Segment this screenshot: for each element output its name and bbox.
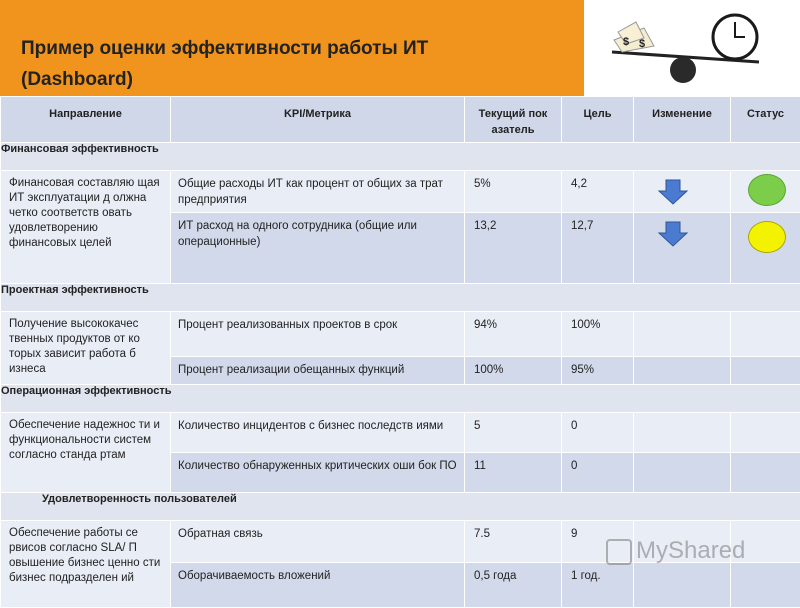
status-cell: [731, 312, 800, 357]
direction-text: Финансовая составляю щая ИТ эксплуатации д олжна четко соответств овать удовлетворению финансовых целей: [1, 171, 170, 251]
current-value: 100%: [465, 357, 561, 378]
section-row: [1, 284, 800, 312]
table-row: [1, 413, 800, 453]
current-cell: [465, 213, 562, 284]
column-header-direction: Направление: [1, 97, 171, 143]
current-value: 5%: [465, 171, 561, 192]
watermark-logo: [606, 537, 745, 565]
current-cell: [465, 453, 562, 493]
kpi-text: Количество обнаруженных критических оши бок ПО: [171, 453, 464, 474]
kpi-cell: [171, 453, 465, 493]
direction-text: Обеспечение работы се рвисов согласно SLA/ П овышение бизнес ценно сти бизнес подразделен ий: [1, 521, 170, 586]
kpi-cell: [171, 213, 465, 284]
kpi-cell: [171, 171, 465, 213]
column-header-status: Статус: [731, 97, 800, 143]
table-header-row: [1, 97, 800, 143]
current-cell: [465, 357, 562, 385]
slide-header: [0, 0, 800, 96]
kpi-cell: [171, 357, 465, 385]
column-header-kpi: KPI/Метрика: [171, 97, 465, 143]
target-value: 1 год.: [562, 563, 633, 584]
page-title: [21, 33, 428, 95]
status-cell: [731, 413, 800, 453]
kpi-text: Процент реализованных проектов в срок: [171, 312, 464, 333]
page-title-line2: (Dashboard): [21, 64, 428, 95]
status-cell: [731, 171, 800, 213]
target-cell: [562, 171, 634, 213]
change-cell: [634, 453, 731, 493]
current-cell: [465, 413, 562, 453]
money-symbol: $: [639, 38, 645, 50]
status-cell: [731, 213, 800, 284]
current-value: 5: [465, 413, 561, 434]
change-cell: [634, 312, 731, 357]
kpi-cell: [171, 563, 465, 608]
section-title: Финансовая эффективность: [1, 143, 800, 171]
kpi-text: ИТ расход на одного сотрудника (общие или операционные): [171, 213, 464, 250]
money-bag-icon: [614, 22, 654, 52]
target-cell: [562, 213, 634, 284]
kpi-text: Процент реализации обещанных функций: [171, 357, 464, 378]
kpi-cell: [171, 521, 465, 563]
direction-cell: [1, 171, 171, 284]
target-value: 9: [562, 521, 633, 542]
kpi-table: [0, 96, 800, 608]
presentation-icon: [606, 539, 632, 565]
table-row: [1, 171, 800, 213]
clock-icon: [713, 15, 757, 59]
header-illustration: [584, 0, 800, 96]
kpi-text: Количество инцидентов с бизнес последств иями: [171, 413, 464, 434]
section-row: [1, 143, 800, 171]
page-title-line1: Пример оценки эффективности работы ИТ: [21, 33, 428, 64]
current-value: 13,2: [465, 213, 561, 234]
column-header-change: Изменение: [634, 97, 731, 143]
direction-cell: [1, 312, 171, 385]
target-cell: [562, 413, 634, 453]
kpi-text: Обратная связь: [171, 521, 464, 542]
target-value: 100%: [562, 312, 633, 333]
status-cell: [731, 357, 800, 385]
current-cell: [465, 312, 562, 357]
direction-text: Обеспечение надежнос ти и функциональности систем согласно станда ртам: [1, 413, 170, 463]
section-row: [1, 493, 800, 521]
kpi-cell: [171, 312, 465, 357]
current-value: 11: [465, 453, 561, 474]
status-indicator-green: [748, 174, 786, 206]
kpi-text: Оборачиваемость вложений: [171, 563, 464, 584]
down-arrow-icon: [657, 221, 689, 247]
direction-text: Получение высококачес твенных продуктов от ко торых зависит работа б изнеса: [1, 312, 170, 377]
status-cell: [731, 563, 800, 608]
target-value: 0: [562, 453, 633, 474]
down-arrow-icon: [657, 179, 689, 205]
target-cell: [562, 357, 634, 385]
change-cell: [634, 357, 731, 385]
watermark-text: MyShared: [636, 537, 745, 564]
current-cell: [465, 521, 562, 563]
target-cell: [562, 563, 634, 608]
current-value: 0,5 года: [465, 563, 561, 584]
target-value: 4,2: [562, 171, 633, 192]
column-header-current: Текущий пок азатель: [465, 97, 562, 143]
section-row: [1, 385, 800, 413]
current-cell: [465, 563, 562, 608]
current-cell: [465, 171, 562, 213]
section-title: Удовлетворенность пользователей: [1, 493, 800, 521]
current-value: 7.5: [465, 521, 561, 542]
target-cell: [562, 312, 634, 357]
target-value: 95%: [562, 357, 633, 378]
target-cell: [562, 453, 634, 493]
target-value: 0: [562, 413, 633, 434]
money-symbol: $: [623, 36, 629, 48]
column-header-target: Цель: [562, 97, 634, 143]
change-cell: [634, 171, 731, 213]
current-value: 94%: [465, 312, 561, 333]
change-cell: [634, 563, 731, 608]
section-title: Проектная эффективность: [1, 284, 800, 312]
kpi-cell: [171, 413, 465, 453]
table-row: [1, 312, 800, 357]
direction-cell: [1, 413, 171, 493]
status-indicator-yellow: [748, 221, 786, 253]
section-title: Операционная эффективность: [1, 385, 800, 413]
change-cell: [634, 413, 731, 453]
direction-cell: [1, 521, 171, 608]
change-cell: [634, 213, 731, 284]
status-cell: [731, 453, 800, 493]
kpi-text: Общие расходы ИТ как процент от общих за трат предприятия: [171, 171, 464, 208]
target-value: 12,7: [562, 213, 633, 234]
